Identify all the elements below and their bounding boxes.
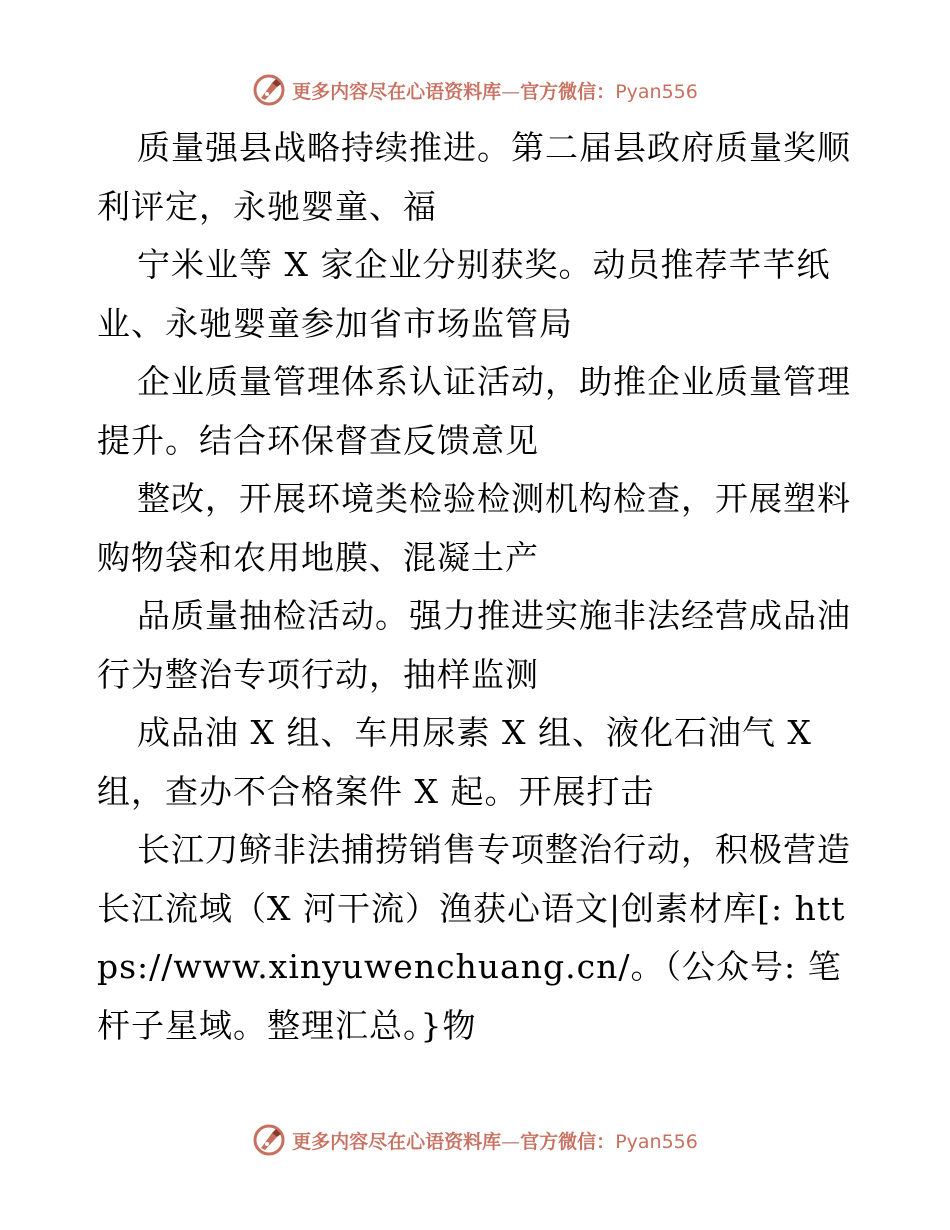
footer-separator: — [501,1130,521,1153]
paragraph-7: 长江刀鲚非法捕捞销售专项整治行动，积极营造长江流域（X 河干流）渔获心语文|创素材库[: https://www.xinyuwenchuang.cn/。（公众号: 笔杆子星域。整理汇总。}物 [97,830,851,1045]
pen-nib-logo-icon [252,73,286,107]
pen-nib-logo-icon [252,1123,286,1157]
paragraph-1: 质量强县战略持续推进。第二届县政府质量奖顺利评定，永驰婴童、福 [97,128,851,226]
paragraph-6: 成品油 X 组、车用尿素 X 组、液化石油气 X 组，查办不合格案件 X 起。开展打击 [97,713,812,811]
header-banner-text [292,77,698,104]
paragraph-4: 整改，开展环境类检验检测机构检查，开展塑料购物袋和农用地膜、混凝土产 [97,479,851,577]
header-official-label: 官方微信： [520,80,616,103]
footer-brand-text: 更多内容尽在心语资料库 [292,1130,502,1153]
header-wechat-id: Pyan556 [615,80,698,103]
paragraph-3: 企业质量管理体系认证活动，助推企业质量管理提升。结合环保督查反馈意见 [97,362,851,460]
header-brand-text: 更多内容尽在心语资料库 [292,80,502,103]
paragraph-5: 品质量抽检活动。强力推进实施非法经营成品油行为整治专项行动，抽样监测 [97,596,851,694]
paragraph-2: 宁米业等 X 家企业分别获奖。动员推荐芊芊纸业、永驰婴童参加省市场监管局 [97,245,831,343]
footer-banner-text [292,1127,698,1154]
footer-banner-inner [252,1123,698,1157]
header-banner [0,70,950,110]
header-separator: — [501,80,521,103]
footer-wechat-id: Pyan556 [615,1130,698,1153]
document-body [97,119,857,1055]
footer-official-label: 官方微信： [520,1130,616,1153]
footer-banner [0,1120,950,1160]
header-banner-inner [252,73,698,107]
